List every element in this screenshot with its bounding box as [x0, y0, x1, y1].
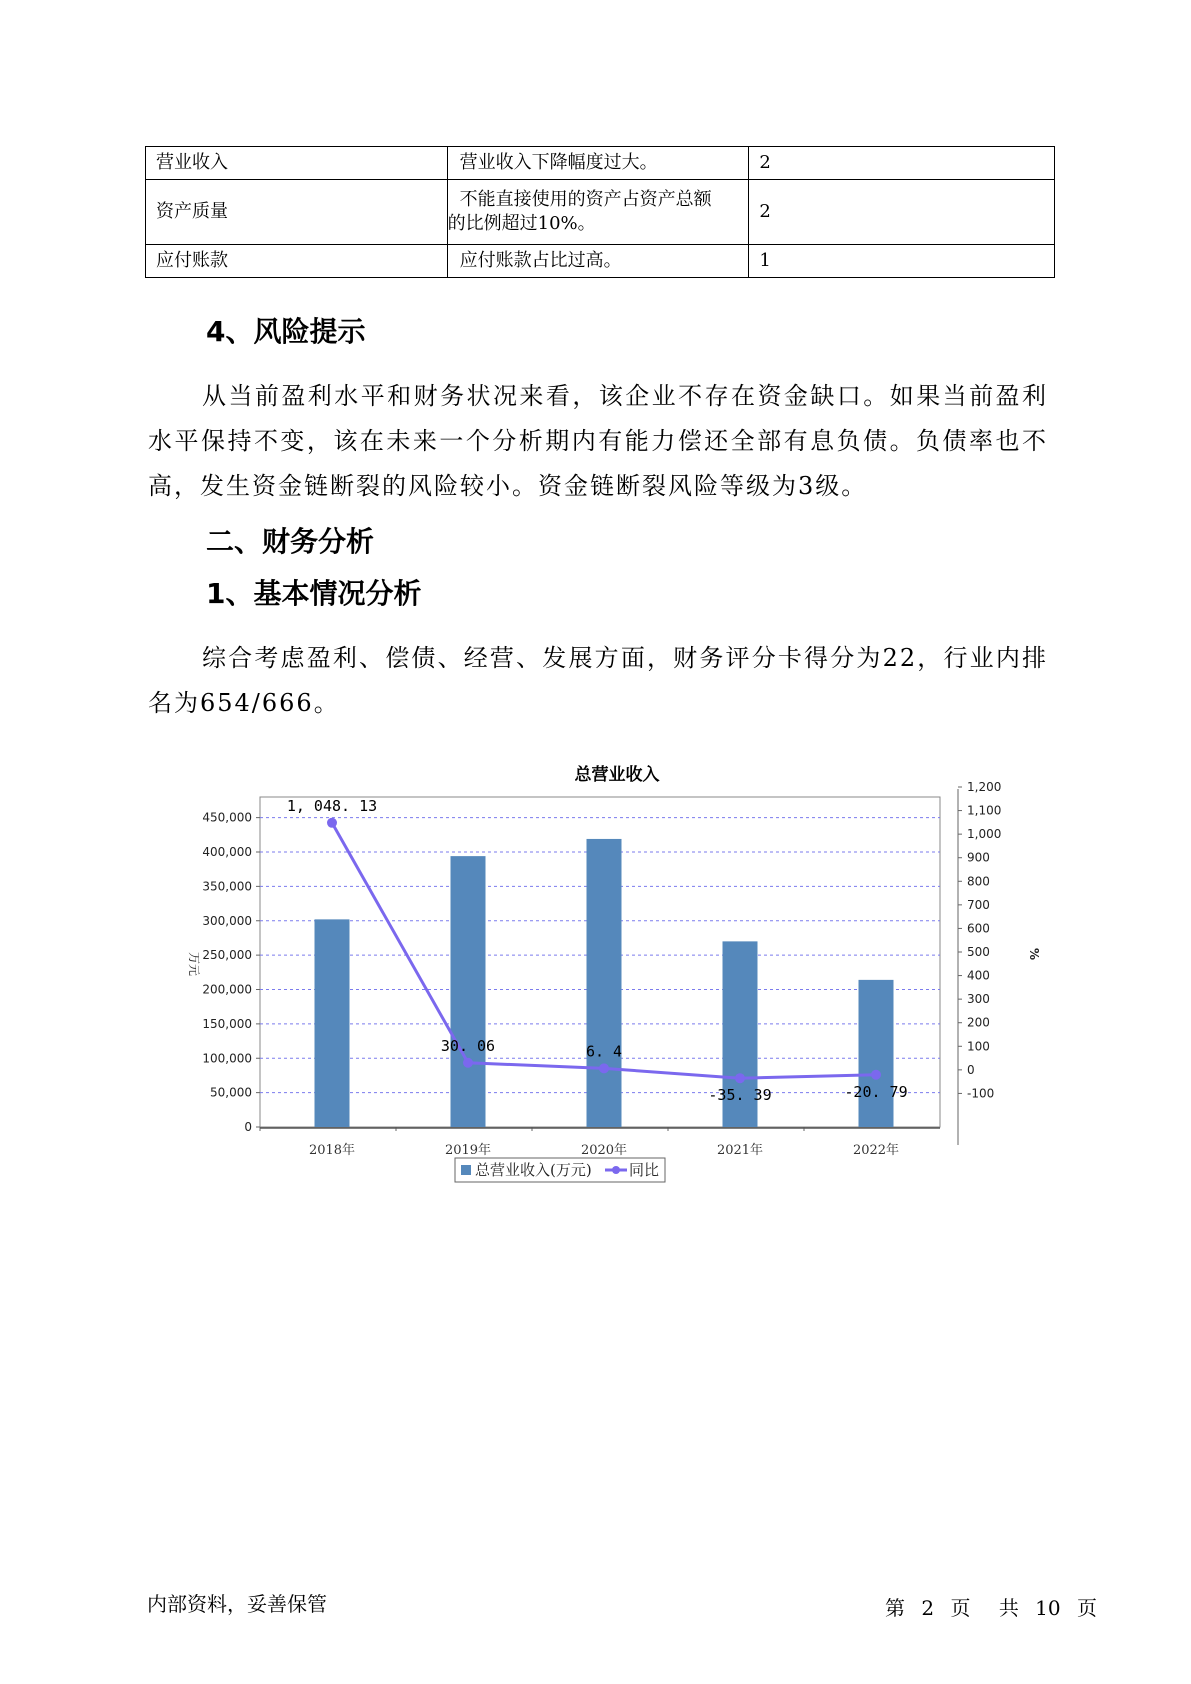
page-number: 2 — [921, 1596, 935, 1620]
table-cell-score: 1 — [749, 245, 1055, 278]
table-row — [146, 245, 1055, 278]
x-tick-label: 2022年 — [852, 1143, 900, 1158]
basic-heading: 1、基本情况分析 — [206, 577, 422, 610]
legend-bar-swatch — [461, 1165, 471, 1175]
y2-tick-label: 600 — [967, 921, 990, 936]
bar — [315, 919, 350, 1127]
chart-title: 总营业收入 — [574, 765, 660, 785]
risk-paragraph: 从当前盈利水平和财务状况来看，该企业不存在资金缺口。如果当前盈利水平保持不变，该在未来一个分析期内有能力偿还全部有息负债。负债率也不高，发生资金链断裂的风险较小。资金链断裂风险等级为3级。 — [148, 382, 1048, 500]
x-tick-label: 2019年 — [444, 1143, 492, 1158]
y-tick-label: 250,000 — [202, 948, 252, 963]
y2-tick-label: 1,100 — [967, 803, 1002, 818]
table-row — [146, 147, 1055, 180]
table-cell-desc-line: 的比例超过10%。 — [447, 213, 596, 234]
y-tick-label: 450,000 — [202, 810, 252, 825]
y-tick-label: 100,000 — [202, 1051, 252, 1066]
y2-tick-label: 1,000 — [967, 827, 1002, 842]
x-tick-label: 2021年 — [716, 1143, 764, 1158]
y-tick-label: 350,000 — [202, 879, 252, 894]
bar — [587, 839, 622, 1127]
yoy-data-label: -35. 39 — [708, 1086, 772, 1105]
yoy-point — [599, 1063, 609, 1073]
y-axis-label: 万元 — [187, 952, 201, 977]
y-tick-label: 150,000 — [202, 1016, 252, 1031]
y-tick-label: 50,000 — [210, 1085, 252, 1100]
legend-line-label: 同比 — [629, 1161, 660, 1179]
y2-tick-label: -100 — [967, 1086, 995, 1101]
y2-tick-label: 200 — [967, 1015, 990, 1030]
y-tick-label: 200,000 — [202, 982, 252, 997]
yoy-point — [327, 818, 337, 828]
table-cell-desc — [447, 180, 749, 245]
yoy-data-label: 1, 048. 13 — [286, 796, 378, 815]
finance-heading: 二、财务分析 — [206, 525, 375, 558]
revenue-chart-svg — [175, 755, 1055, 1215]
y2-tick-label: 900 — [967, 850, 990, 865]
table-cell-score: 2 — [749, 180, 1055, 245]
yoy-point — [463, 1058, 473, 1068]
y-tick-label: 0 — [244, 1120, 252, 1134]
table-row — [146, 180, 1055, 245]
y2-tick-label: 300 — [967, 992, 990, 1007]
yoy-data-label: 30. 06 — [440, 1036, 496, 1055]
risk-heading: 4、风险提示 — [206, 315, 366, 348]
y2-tick-label: 100 — [967, 1039, 990, 1054]
table-cell-score: 2 — [749, 147, 1055, 180]
y2-tick-label: 1,200 — [967, 780, 1002, 794]
total-prefix: 共 — [998, 1596, 1019, 1620]
table-cell-desc-line: 不能直接使用的资产占资产总额 — [459, 189, 712, 210]
total-pages: 10 — [1035, 1596, 1061, 1620]
footer-confidential-note: 内部资料，妥善保管 — [147, 1592, 327, 1616]
yoy-data-label: -20. 79 — [844, 1082, 908, 1101]
yoy-point — [735, 1073, 745, 1083]
table-cell-item: 营业收入 — [146, 147, 448, 180]
y2-tick-label: 700 — [967, 897, 990, 912]
revenue-chart — [175, 755, 1055, 1215]
y-tick-label: 400,000 — [202, 845, 252, 859]
y2-tick-label: 400 — [967, 968, 990, 983]
page-unit: 页 — [950, 1596, 971, 1620]
table-cell-desc: 应付账款占比过高。 — [447, 245, 749, 278]
x-tick-label: 2020年 — [580, 1143, 628, 1158]
footer-page-info — [885, 1592, 1101, 1621]
y2-tick-label: 500 — [967, 945, 990, 959]
y-tick-label: 300,000 — [202, 913, 252, 928]
bar — [451, 856, 486, 1127]
page-prefix: 第 — [885, 1596, 905, 1620]
yoy-data-label: 6. 4 — [585, 1042, 623, 1061]
legend-bar-label: 总营业收入(万元) — [475, 1161, 592, 1179]
table-cell-item: 资产质量 — [146, 180, 448, 245]
bar — [859, 980, 894, 1127]
table-cell-item: 应付账款 — [146, 245, 448, 278]
risk-indicator-table — [145, 146, 1055, 278]
table-cell-desc: 营业收入下降幅度过大。 — [447, 147, 749, 180]
yoy-point — [871, 1070, 881, 1080]
x-tick-label: 2018年 — [308, 1143, 356, 1158]
legend-line-marker — [612, 1166, 620, 1174]
basic-paragraph: 综合考虑盈利、偿债、经营、发展方面，财务评分卡得分为22，行业内排名为654/666。 — [148, 644, 1048, 717]
y2-axis-label: % — [1027, 948, 1041, 961]
y2-tick-label: 0 — [967, 1062, 975, 1077]
total-unit: 页 — [1076, 1596, 1097, 1620]
y2-tick-label: 800 — [967, 874, 990, 889]
